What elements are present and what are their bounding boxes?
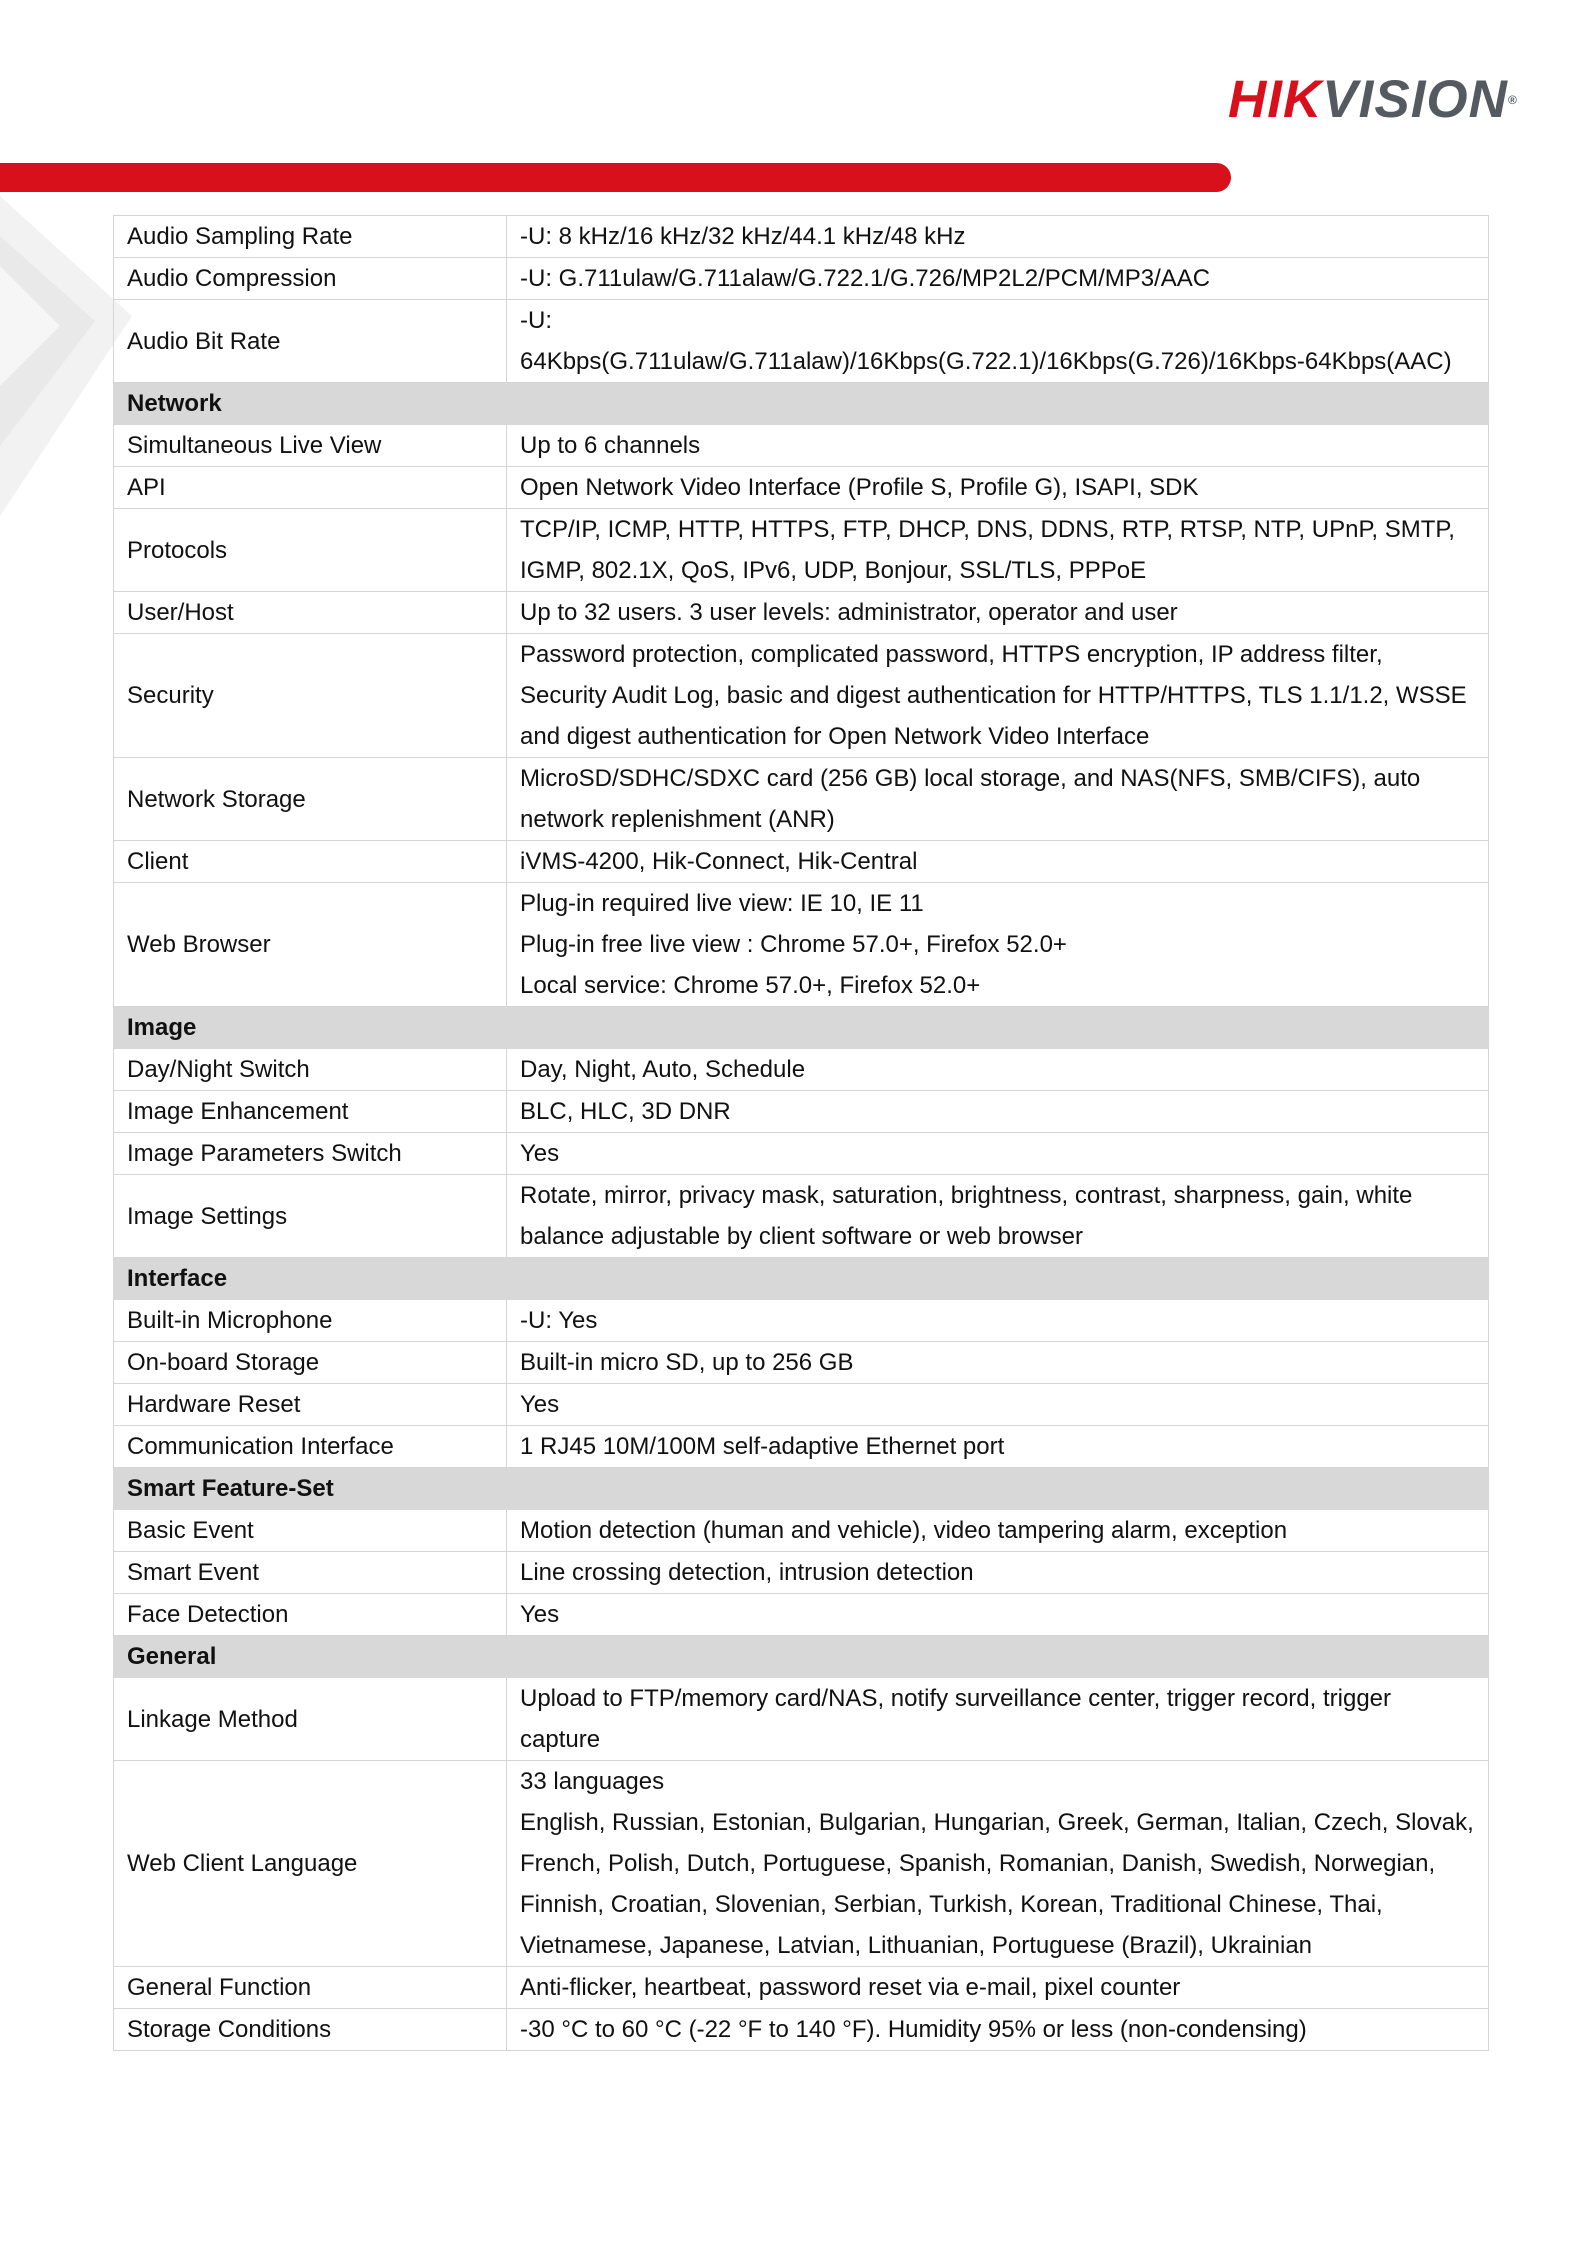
spec-value-line: 33 languages — [520, 1768, 665, 1795]
spec-key: Face Detection — [114, 1594, 507, 1636]
spec-value-line: Built-in micro SD, up to 256 GB — [520, 1349, 854, 1376]
hikvision-logo — [1228, 70, 1518, 130]
section-title: General — [114, 1636, 1489, 1678]
spec-value-line: Anti-flicker, heartbeat, password reset via e-mail, pixel counter — [520, 1974, 1181, 2001]
spec-value — [507, 1552, 1489, 1594]
spec-value — [507, 841, 1489, 883]
spec-row — [114, 841, 1489, 883]
spec-value — [507, 1761, 1489, 1967]
spec-key: Communication Interface — [114, 1426, 507, 1468]
spec-value-line: Day, Night, Auto, Schedule — [520, 1056, 806, 1083]
section-header-row — [114, 383, 1489, 425]
spec-row — [114, 467, 1489, 509]
spec-key: Image Settings — [114, 1175, 507, 1258]
spec-value-line: Finnish, Croatian, Slovenian, Serbian, Turkish, Korean, Traditional Chinese, Thai, — [520, 1891, 1383, 1918]
spec-value-line: Plug-in required live view: IE 10, IE 11 — [520, 890, 924, 917]
spec-key: Day/Night Switch — [114, 1049, 507, 1091]
spec-table-body — [114, 216, 1489, 2051]
spec-value-line: TCP/IP, ICMP, HTTP, HTTPS, FTP, DHCP, DNS, DDNS, RTP, RTSP, NTP, UPnP, SMTP, — [520, 516, 1455, 543]
spec-value-line: English, Russian, Estonian, Bulgarian, Hungarian, Greek, German, Italian, Czech, Slovak, — [520, 1809, 1474, 1836]
spec-key: Client — [114, 841, 507, 883]
spec-row — [114, 509, 1489, 592]
spec-key: Protocols — [114, 509, 507, 592]
spec-row — [114, 1510, 1489, 1552]
spec-value — [507, 592, 1489, 634]
spec-value — [507, 634, 1489, 758]
section-title: Interface — [114, 1258, 1489, 1300]
spec-value-line: iVMS-4200, Hik-Connect, Hik-Central — [520, 848, 918, 875]
spec-key: Security — [114, 634, 507, 758]
spec-key: Web Client Language — [114, 1761, 507, 1967]
section-header-row — [114, 1636, 1489, 1678]
spec-value — [507, 1510, 1489, 1552]
spec-key: General Function — [114, 1967, 507, 2009]
spec-row — [114, 425, 1489, 467]
spec-value-line: and digest authentication for Open Network Video Interface — [520, 723, 1150, 750]
spec-value — [507, 1091, 1489, 1133]
spec-value — [507, 1678, 1489, 1761]
spec-value — [507, 509, 1489, 592]
spec-key: Network Storage — [114, 758, 507, 841]
spec-value-line: Line crossing detection, intrusion detection — [520, 1559, 974, 1586]
spec-key: User/Host — [114, 592, 507, 634]
spec-key: Storage Conditions — [114, 2009, 507, 2051]
spec-value-line: Vietnamese, Japanese, Latvian, Lithuanian, Portuguese (Brazil), Ukrainian — [520, 1932, 1313, 1959]
spec-key: API — [114, 467, 507, 509]
spec-value-line: Security Audit Log, basic and digest authentication for HTTP/HTTPS, TLS 1.1/1.2, WSSE — [520, 682, 1467, 709]
spec-value-line: -U: G.711ulaw/G.711alaw/G.722.1/G.726/MP2L2/PCM/MP3/AAC — [520, 265, 1211, 292]
spec-row — [114, 758, 1489, 841]
spec-key: Built-in Microphone — [114, 1300, 507, 1342]
section-title: Network — [114, 383, 1489, 425]
spec-key: Audio Sampling Rate — [114, 216, 507, 258]
spec-value-line: -U: — [520, 307, 552, 334]
spec-value — [507, 1133, 1489, 1175]
spec-value-line: Rotate, mirror, privacy mask, saturation, brightness, contrast, sharpness, gain, white — [520, 1182, 1413, 1209]
spec-value — [507, 425, 1489, 467]
spec-value — [507, 1342, 1489, 1384]
spec-value — [507, 2009, 1489, 2051]
spec-row — [114, 883, 1489, 1007]
logo-text-gray: VISION — [1322, 70, 1508, 129]
spec-value-line: Password protection, complicated password, HTTPS encryption, IP address filter, — [520, 641, 1383, 668]
spec-value-line: -U: 8 kHz/16 kHz/32 kHz/44.1 kHz/48 kHz — [520, 223, 966, 250]
spec-value — [507, 1426, 1489, 1468]
spec-key: Simultaneous Live View — [114, 425, 507, 467]
spec-row — [114, 1552, 1489, 1594]
spec-value-line: French, Polish, Dutch, Portuguese, Spanish, Romanian, Danish, Swedish, Norwegian, — [520, 1850, 1436, 1877]
spec-value-line: network replenishment (ANR) — [520, 806, 835, 833]
spec-key: Image Parameters Switch — [114, 1133, 507, 1175]
spec-key: Basic Event — [114, 1510, 507, 1552]
spec-key: Web Browser — [114, 883, 507, 1007]
spec-value — [507, 258, 1489, 300]
spec-row — [114, 1133, 1489, 1175]
spec-value-line: Plug-in free live view : Chrome 57.0+, Firefox 52.0+ — [520, 931, 1067, 958]
spec-value-line: Up to 6 channels — [520, 432, 701, 459]
spec-value — [507, 1175, 1489, 1258]
section-header-row — [114, 1007, 1489, 1049]
spec-key: On-board Storage — [114, 1342, 507, 1384]
spec-key: Audio Compression — [114, 258, 507, 300]
spec-value — [507, 300, 1489, 383]
section-title: Smart Feature-Set — [114, 1468, 1489, 1510]
spec-row — [114, 1761, 1489, 1967]
spec-row — [114, 1678, 1489, 1761]
spec-row — [114, 1384, 1489, 1426]
spec-row — [114, 2009, 1489, 2051]
spec-value — [507, 1967, 1489, 2009]
spec-value-line: IGMP, 802.1X, QoS, IPv6, UDP, Bonjour, SSL/TLS, PPPoE — [520, 557, 1147, 584]
spec-value — [507, 1300, 1489, 1342]
spec-value — [507, 758, 1489, 841]
spec-value-line: Up to 32 users. 3 user levels: administrator, operator and user — [520, 599, 1178, 626]
spec-value — [507, 1384, 1489, 1426]
spec-value-line: Yes — [520, 1391, 560, 1418]
spec-key: Smart Event — [114, 1552, 507, 1594]
spec-row — [114, 634, 1489, 758]
section-header-row — [114, 1468, 1489, 1510]
spec-value-line: Local service: Chrome 57.0+, Firefox 52.0+ — [520, 972, 981, 999]
spec-value-line: 1 RJ45 10M/100M self-adaptive Ethernet port — [520, 1433, 1005, 1460]
spec-value-line: Open Network Video Interface (Profile S, Profile G), ISAPI, SDK — [520, 474, 1199, 501]
spec-row — [114, 1175, 1489, 1258]
section-header-row — [114, 1258, 1489, 1300]
spec-value-line: -30 °C to 60 °C (-22 °F to 140 °F). Humidity 95% or less (non-condensing) — [520, 2016, 1307, 2043]
spec-value-line: Motion detection (human and vehicle), video tampering alarm, exception — [520, 1517, 1288, 1544]
section-title: Image — [114, 1007, 1489, 1049]
spec-value-line: Yes — [520, 1140, 560, 1167]
spec-row — [114, 1426, 1489, 1468]
spec-key: Hardware Reset — [114, 1384, 507, 1426]
spec-row — [114, 1049, 1489, 1091]
spec-row — [114, 300, 1489, 383]
spec-value-line: Upload to FTP/memory card/NAS, notify surveillance center, trigger record, trigger — [520, 1685, 1392, 1712]
spec-value-line: balance adjustable by client software or web browser — [520, 1223, 1083, 1250]
spec-value — [507, 1049, 1489, 1091]
spec-value — [507, 1594, 1489, 1636]
spec-key: Audio Bit Rate — [114, 300, 507, 383]
spec-key: Image Enhancement — [114, 1091, 507, 1133]
logo-text-red: HIK — [1228, 70, 1323, 129]
spec-key: Linkage Method — [114, 1678, 507, 1761]
header-red-bar — [0, 163, 1231, 192]
spec-row — [114, 1091, 1489, 1133]
spec-value-line: Yes — [520, 1601, 560, 1628]
spec-value-line: 64Kbps(G.711ulaw/G.711alaw)/16Kbps(G.722.1)/16Kbps(G.726)/16Kbps-64Kbps(AAC) — [520, 348, 1452, 375]
spec-row — [114, 1342, 1489, 1384]
spec-row — [114, 258, 1489, 300]
spec-row — [114, 1967, 1489, 2009]
spec-row — [114, 1300, 1489, 1342]
spec-row — [114, 216, 1489, 258]
spec-value-line: -U: Yes — [520, 1307, 598, 1334]
spec-value — [507, 467, 1489, 509]
registered-mark: ® — [1507, 93, 1518, 107]
spec-value-line: MicroSD/SDHC/SDXC card (256 GB) local storage, and NAS(NFS, SMB/CIFS), auto — [520, 765, 1421, 792]
spec-row — [114, 1594, 1489, 1636]
spec-value-line: BLC, HLC, 3D DNR — [520, 1098, 731, 1125]
spec-value — [507, 216, 1489, 258]
spec-table — [113, 215, 1489, 2051]
spec-value-line: capture — [520, 1726, 601, 1753]
spec-value — [507, 883, 1489, 1007]
spec-row — [114, 592, 1489, 634]
